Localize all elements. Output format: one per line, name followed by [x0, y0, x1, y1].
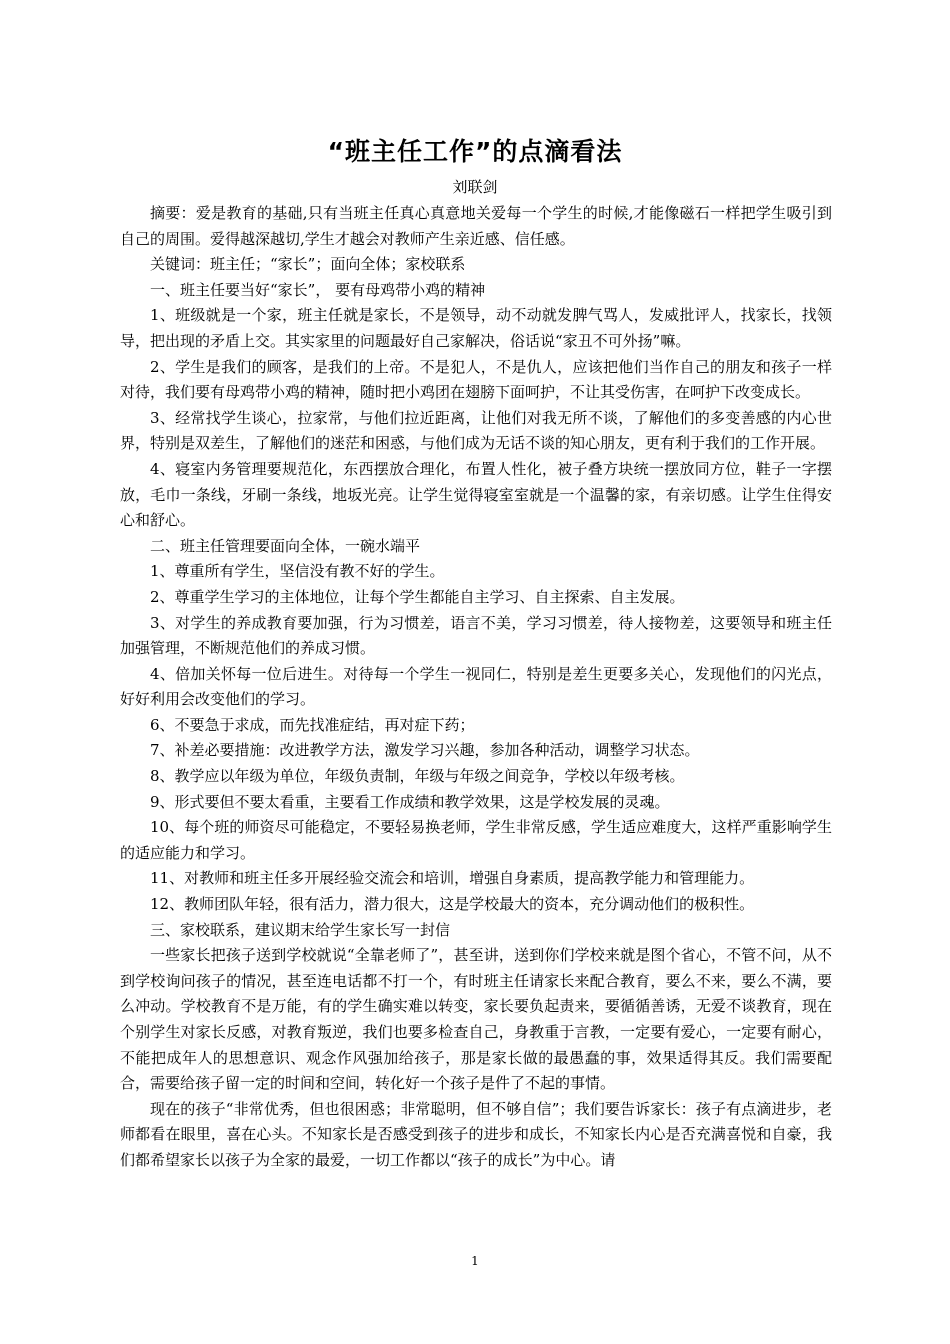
body-paragraph: 2、尊重学生学习的主体地位，让每个学生都能自主学习、自主探索、自主发展。	[150, 587, 685, 606]
document-title: “班主任工作”的点滴看法	[327, 137, 623, 166]
body-paragraph: 3、对学生的养成教育要加强，行为习惯差，语言不美，学习习惯差，待人接物差，这要领导和班主任加强管理，不断规范他们的养成习惯。	[120, 613, 832, 658]
body-paragraph: 7、补差必要措施：改进教学方法，激发学习兴趣，参加各种活动，调整学习状态。	[150, 741, 700, 760]
body-paragraph: 11、对教师和班主任多开展经验交流会和培训，增强自身素质，提高教学能力和管理能力。	[150, 869, 755, 888]
section-heading-1: 一、班主任要当好“家长”， 要有母鸡带小鸡的精神	[150, 280, 486, 299]
section-heading-2: 二、班主任管理要面向全体，一碗水端平	[150, 536, 421, 555]
body-paragraph: 12、教师团队年轻，很有活力，潜力很大，这是学校最大的资本，充分调动他们的极积性。	[150, 895, 755, 914]
abstract-paragraph: 摘要：爱是教育的基础,只有当班主任真心真意地关爱每一个学生的时候,才能像磁石一样把学生吸引到自己的周围。爱得越深越切,学生才越会对教师产生亲近感、信任感。	[120, 204, 832, 248]
body-paragraph: 6、不要急于求成，而先找准症结，再对症下药；	[150, 715, 475, 734]
page-number: 1	[471, 1254, 479, 1268]
body-paragraph: 3、经常找学生谈心，拉家常，与他们拉近距离，让他们对我无所不谈，了解他们的多变善感的内心世界，特别是双差生，了解他们的迷茫和困惑，与他们成为无话不谈的知心朋友，更有利于我们的工作开展。	[120, 408, 832, 453]
body-paragraph: 2、学生是我们的顾客，是我们的上帝。不是犯人，不是仇人，应该把他们当作自己的朋友和孩子一样对待，我们要有母鸡带小鸡的精神，随时把小鸡团在翅膀下面呵护，不让其受伤害，在呵护下改变成长。	[120, 357, 832, 402]
body-paragraph: 10、每个班的师资尽可能稳定，不要轻易换老师，学生非常反感，学生适应难度大，这样严重影响学生的适应能力和学习。	[120, 818, 832, 862]
body-paragraph: 9、形式要但不要太看重，主要看工作成绩和教学效果，这是学校发展的灵魂。	[150, 792, 670, 811]
section-heading-3: 三、家校联系，建议期末给学生家长写一封信	[150, 920, 451, 939]
body-paragraph: 4、倍加关怀每一位后进生。对待每一个学生一视同仁，特别是差生更要多关心，发现他们的闪光点，好好利用会改变他们的学习。	[120, 664, 832, 709]
body-paragraph: 一些家长把孩子送到学校就说“全靠老师了”，甚至讲，送到你们学校来就是图个省心，不管不问，从不到学校询问孩子的情况，甚至连电话都不打一个，有时班主任请家长来配合教育，要么不来，要么不满，要么冲动。学校教育不是万能，有的学生确实难以转变，家长要负起责来，要循循善诱，无爱不谈教育，现在个别学生对家长反感，对教育叛逆，我们也要多检查自己，身教重于言教，一定要有爱心，一定要有耐心，不能把成年人的思想意识、观念作风强加给孩子，那是家长做的最愚蠢的事，效果适得其反。我们需要配合，需要给孩子留一定的时间和空间，转化好一个孩子是件了不起的事情。	[120, 946, 832, 1093]
body-paragraph: 1、尊重所有学生，坚信没有教不好的学生。	[150, 562, 445, 581]
body-paragraph: 8、教学应以年级为单位，年级负责制，年级与年级之间竞争，学校以年级考核。	[150, 767, 685, 786]
body-paragraph: 现在的孩子“非常优秀，但也很困惑；非常聪明，但不够自信”；我们要告诉家长：孩子有点滴进步，老师都看在眼里，喜在心头。不知家长是否感受到孩子的进步和成长，不知家长内心是否充满喜悦和自豪，我们都希望家长以孩子为全家的最爱，一切工作都以“孩子的成长”为中心。请	[120, 1099, 832, 1169]
body-paragraph: 1、班级就是一个家，班主任就是家长，不是领导，动不动就发脾气骂人，发威批评人，找家长，找领导，把出现的矛盾上交。其实家里的问题最好自己家解决，俗话说“家丑不可外扬”嘛。	[120, 306, 832, 350]
keywords-paragraph: 关键词：班主任；“家长”；面向全体；家校联系	[150, 255, 466, 274]
document-body	[120, 201, 832, 1174]
author-name: 刘联剑	[452, 178, 498, 196]
body-paragraph: 4、寝室内务管理要规范化，东西摆放合理化，布置人性化，被子叠方块统一摆放同方位，鞋子一字摆放，毛巾一条线，牙刷一条线，地坂光亮。让学生觉得寝室室就是一个温馨的家，有亲切感。让学生住得安心和舒心。	[120, 459, 832, 530]
